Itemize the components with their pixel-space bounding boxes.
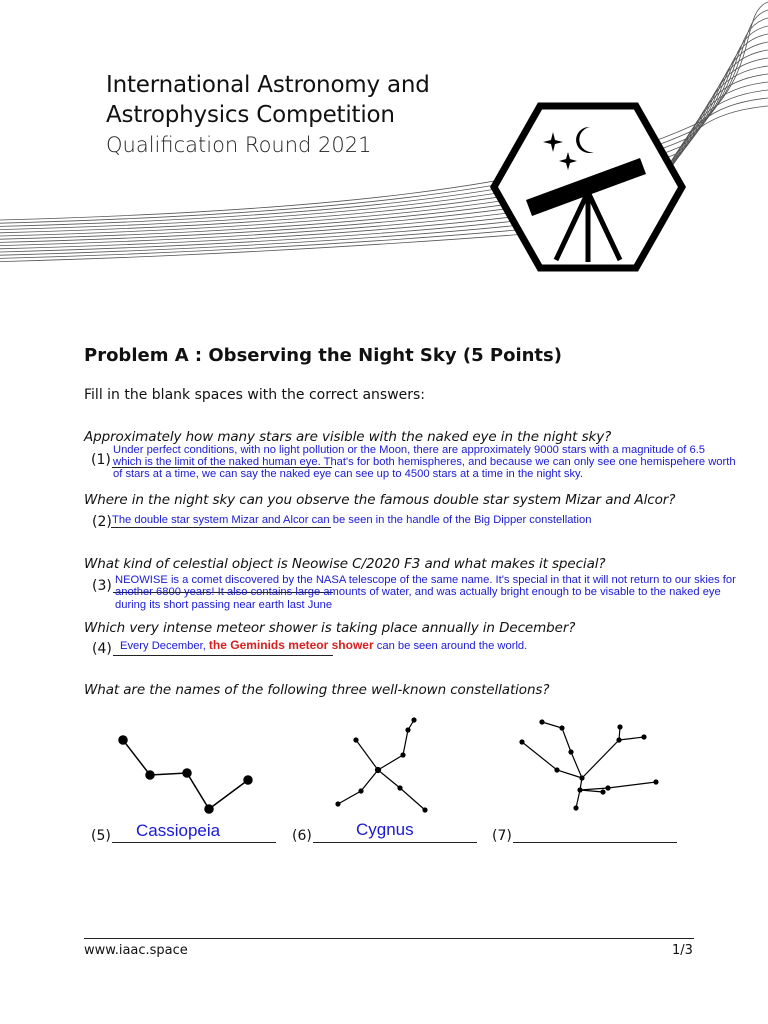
answer-7-blank	[513, 842, 677, 843]
question-1-text: Approximately how many stars are visible with the naked eye in the night sky?	[84, 429, 612, 445]
answer-3-line3: during its short passing near earth last June	[115, 599, 333, 611]
answer-2-line1: The double star system Mizar and Alcor can be seen in the handle of the Big Dipper constellation	[112, 514, 592, 526]
answer-1-line3: of stars at a time, we can say the naked eye can see up to 4500 stars at a time in the night sky.	[113, 468, 583, 480]
problem-heading: Problem A : Observing the Night Sky (5 Points)	[84, 345, 562, 366]
answer-4-highlight: the Geminids meteor shower	[208, 638, 374, 652]
competition-title-line1: International Astronomy and	[106, 72, 430, 98]
answer-3-line2: another 6800 years! It also contains large amounts of water, and was actually bright enough to be visable to the naked eye	[115, 586, 721, 598]
telescope-logo-icon	[490, 102, 686, 272]
page-number: 1/3	[672, 943, 693, 958]
round-subtitle: Qualification Round 2021	[106, 133, 372, 157]
instructions: Fill in the blank spaces with the correct answers:	[84, 387, 426, 403]
question-2-text: Where in the night sky can you observe the famous double star system Mizar and Alcor?	[84, 492, 676, 508]
answer-4-suffix: can be seen around the world.	[373, 640, 528, 652]
answer-2-blank	[111, 527, 331, 528]
answer-1-line2: which is the limit of the naked human eye. That's for both hemispheres, and because we can only see one hemispehere worth	[113, 456, 736, 468]
question-2-number: (2)	[92, 514, 112, 530]
answer-4-prefix: Every December,	[120, 640, 209, 652]
constellation-drawings	[0, 700, 768, 830]
question-6-number: (6)	[292, 828, 312, 844]
question-1-number: (1)	[91, 452, 111, 468]
answer-4-blank	[113, 655, 333, 656]
answer-3-line1: NEOWISE is a comet discovered by the NASA telescope of the same name. It's special in that it will not return to our skies for	[115, 574, 736, 586]
answer-5: Cassiopeia	[136, 821, 221, 840]
question-5-number: (5)	[91, 828, 111, 844]
question-3-text: What kind of celestial object is Neowise C/2020 F3 and what makes it special?	[84, 556, 606, 572]
question-4-text: Which very intense meteor shower is taking place annually in December?	[84, 620, 576, 636]
cygnus-figure	[336, 718, 427, 812]
question-3-number: (3)	[92, 578, 112, 594]
question-7-number: (7)	[492, 828, 512, 844]
question-5-text: What are the names of the following three well-known constellations?	[84, 682, 550, 698]
answer-1-line1: Under perfect conditions, with no light pollution or the Moon, there are approximately 9000 stars with a magnitude of 6.5	[113, 444, 706, 456]
answer-5-blank	[112, 842, 276, 843]
cassiopeia-figure	[119, 736, 252, 813]
answer-4	[120, 639, 527, 653]
footer-website: www.iaac.space	[84, 943, 188, 958]
answer-6-blank	[313, 842, 477, 843]
unknown-constellation-figure	[520, 720, 658, 810]
competition-title-line2: Astrophysics Competition	[106, 102, 395, 128]
answer-6: Cygnus	[356, 820, 414, 839]
footer-divider	[84, 938, 694, 939]
question-4-number: (4)	[92, 641, 112, 657]
